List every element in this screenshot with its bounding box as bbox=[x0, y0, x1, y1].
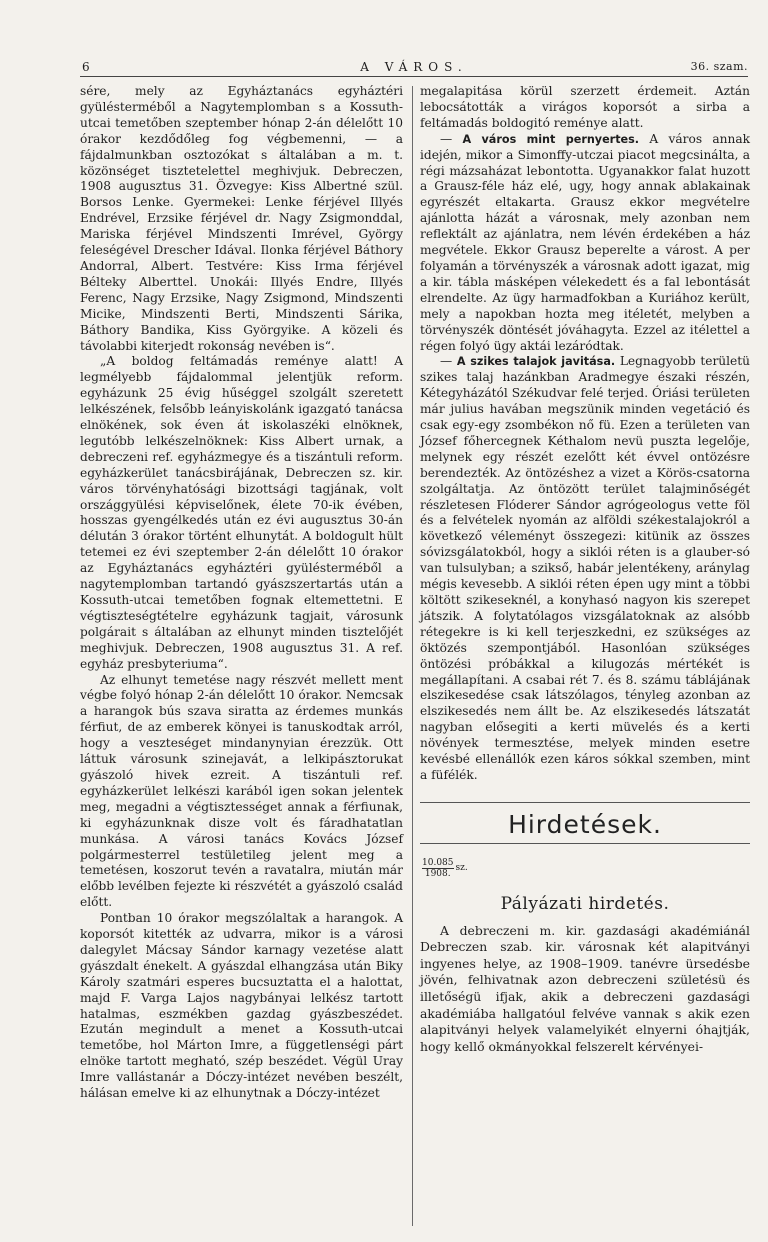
issue-number: 36. szam. bbox=[690, 60, 748, 73]
article-body: Legnagyobb területü szikes talaj hazánkban Aradmegye északi részén, Kétegyházától Székudvar felé terjed. Óriási területen már julius havában megszünik minden vegetáció és csak egy-egy zsombékon nő fü. Ezen a területen van József főhercegnek Kéthalom nevü puszta legelője, melynek egy részét ezelőtt két évvel ontözésre berendezték. Az öntözéshez a vizet a Körös-csatorna szolgáltatja. Az öntözött terület talajminőségét részletesen Flóderer Sándor agrógeologus vette föl és a felvételek nyomán az alföldi székestalajokról a következő véleményt összegezi: kitünik az összes sóvizsgálatokból, hogy a siklói réten is a glauber-só van tulsulyban; a szikső, habár jelentékeny, aránylag mégis kevesebb. A siklói réten épen ugy mint a többi költött szikeseknél, a konyhasó nagyon kis szerepet játszik. A folytatólagos vizsgálatoknak az alsóbb rétegekre is ki kell terjeszkedni, ez szükséges az öktözés szempontjából. Hasonlóan szükséges öntözési próbákkal a kilugozás mértékét is megállapítani. A csabai rét 7. és 8. számu táblájának elszikesedése csak látszólagos, tényleg azonban az elszikesedés nem állt be. Az elszikesedés látszatát nagyban elősegiti a kerti müvelés és a kerti növények termesztése, melyek minden esetre kevésbé ellenállók ezen káros sókkal szemben, mint a füfélék. bbox=[420, 354, 750, 782]
column-divider bbox=[412, 86, 413, 1226]
ads-heading: Hirdetések. bbox=[508, 809, 662, 839]
tender-title: Pályázati hirdetés. bbox=[500, 893, 670, 914]
eulogy-ending: megalapitása körül szerzett érdemeit. Aztán lebocsátották a virágos koporsót a sirba a feltámadás boldogitó reménye alatt. bbox=[420, 84, 750, 130]
funeral-report: Az elhunyt temetése nagy részvét mellett ment végbe folyó hónap 2-án délelőtt 10 órakor. Nemcsak a harangok bús szava siratta az érdemes munkás férfiut, de az emberek könyei is tanuskodtak arról, hogy a veszteséget mindanynyian érezzük. Ott láttuk városunk szinejavát, a lelkipásztorukat gyászoló hivek ezreit. A tiszántuli ref. egyházkerület lelkészi karából igen sokan jelentek meg, megadni a végtisztességet annak a férfiunak, ki egyházunknak disze volt és fáradhatatlan munkása. A városi tanács Kovács József polgármesterrel testületileg jelent meg a temetésen, koszorut tevén a ravatalra, miután már előbb levélben fejezte ki részvétét a gyászoló család előtt. bbox=[80, 672, 403, 910]
ref-suffix: sz. bbox=[455, 863, 468, 874]
tender-text: A debreczeni m. kir. gazdasági akadémiánál Debreczen szab. kir. városnak két alapitványi ingyenes helye, az 1908–1909. tanévre ürsedésbe jövén, felhivatnak azon debreczeni születésü és illetőségü ifjak, akik a debreczeni gazdasági akadémiába hallgatóul felvéve vannak s akik ezen alapitványi helyek valamelyikét elnyerni óhajtják, hogy kellő okmányokkal felszerelt kérvényei- bbox=[420, 922, 750, 1054]
section-rule bbox=[420, 843, 750, 844]
article-heading: A szikes talajok javitása. bbox=[456, 355, 616, 369]
article-city-lawsuit: — A város mint pernyertes. A város annak idején, mikor a Simonffy-utczai piacot megcsinálta, a régi mázsaházat lebontotta. Ugyanakkor falat huzott a Grausz-féle ház elé, ugy, hogy annak ablakainak egyrészét eltakarta. Grausz ekkor megvételre ajánlotta házát a városnak, mely azonban nem reflektált az ajánlatra, nem lévén érdekében a ház megvétele. Ekkor Grausz beperelte a várost. A per folyamán a törvényszék a városnak adott igazat, mig a kir. tábla másképen vélekedett és a fal lebontását elrendelte. Az ügy harmadfokban a Kuriához került, mely a napokban hozta meg itéletét, melyben a törvényszék döntését jóváhagyta. Ezzel az itélettel a régen folyó ügy aktái lezáródtak. bbox=[420, 131, 751, 353]
funeral-ceremony: Pontban 10 órakor megszólaltak a harangok. A koporsót kitették az udvarra, mikor is a városi dalegylet Mácsay Sándor karnagy vezetése alatt gyászdalt énekelt. A gyászdal elhangzása után Biky Károly szatmári esperes bucsuztatta el a halottat, majd F. Varga Lajos nagybányai lelkész tartott hatalmas, eszmékben gazdag gyászbeszédet. Ezután megindult a menet a Kossuth-utcai temetőbe, hol Márton Imre, a függetlenségi párt elnöke tartott megható, szép beszédet. Végül Uray Imre vallástanár a Dóczy-intézet nevében beszélt, hálásan emelve ki az elhunytnak a Dóczy-intézet bbox=[80, 911, 403, 1101]
header-rule bbox=[80, 76, 748, 77]
right-column bbox=[420, 84, 750, 1055]
ref-number-bottom: 1908. bbox=[424, 868, 451, 879]
article-body: A város annak idején, mikor a Simonffy-utczai piacot megcsinálta, a régi mázsaházat lebontotta. Ugyanakkor falat huzott a Grausz-féle ház elé, ugy, hogy annak ablakainak egyrészét eltakarta. Grausz ekkor megvételre ajánlotta házát a városnak, mely azonban nem reflektált az ajánlatra, nem lévén érdekében a ház megvétele. Ekkor Grausz beperelte a várost. A per folyamán a törvényszék a városnak adott igazat, mig a kir. tábla másképen vélekedett és a fal lebontását elrendelte. Az ügy harmadfokban a Kuriához került, mely a napokban hozta meg itéletét, melyben a törvényszék döntését jóváhagyta. Ezzel az itélettel a régen folyó ügy aktái lezáródtak. bbox=[420, 131, 751, 353]
reference-number bbox=[422, 858, 750, 879]
obituary-announcement: „A boldog feltámadás reménye alatt! A legmélyebb fájdalommal jelentjük reform. egyházunk 25 évig hűséggel szolgált szeretett lelkészének, felsőbb leányiskolánk igazgató tanácsa elnökének, sok éven át iskolaszéki elnöknek, legutóbb lelkészelnöknek: Kiss Albert urnak, a debreczeni ref. egyházmegye és a tiszántuli reform. egyházkerület tanácsbirájának, Debreczen sz. kir. város törvényhatósági bizottsági tagjának, volt országgyülési képviselőnek, élete 70-ik évében, hosszas gyengélkedés után ez évi augusztus 30-án délután 3 órakor történt elhunytát. A boldogult hült tetemei ez évi szeptember 2-án délelőtt 10 órakor az Egyháztanács egyháztéri gyülésterméből a nagytemplomban tartandó gyászszertartás után a Kossuth-utcai temetőben fognak eltemettetni. E végtiszteségtételre egyházunk tagjait, városunk polgárait s általában az elhunyt minden tisztelőjét meghivjuk. Debreczen, 1908 augusztus 31. A ref. egyház presbyteriuma“. bbox=[80, 354, 403, 671]
left-column bbox=[80, 84, 403, 1102]
section-rule bbox=[420, 802, 750, 803]
newspaper-title: A VÁROS. bbox=[360, 60, 468, 74]
article-alkaline-soil: — A szikes talajok javitása. Legnagyobb területü szikes talaj hazánkban Aradmegye északi részén, Kétegyházától Székudvar felé terjed. Óriási területen már julius havában megszünik minden vegetáció és csak egy-egy zsombékon nő fü. Ezen a területen van József főhercegnek Kéthalom nevü puszta legelője, melynek egy részét ezelőtt két évvel ontözésre berendezték. Az öntözéshez a vizet a Körös-csatorna szolgáltatja. Az öntözött terület talajminőségét részletesen Flóderer Sándor agrógeologus vette föl és a felvételek nyomán az alföldi székestalajokról a következő véleményt összegezi: kitünik az összes sóvizsgálatokból, hogy a siklói réten is a glauber-só van tulsulyban; a szikső, habár jelentékeny, aránylag mégis kevesebb. A siklói réten épen ugy mint a többi költött szikeseknél, a konyhasó nagyon kis szerepet játszik. A folytatólagos vizsgálatoknak az alsóbb rétegekre is ki kell terjeszkedni, ez szükséges az öktözés szempontjából. Hasonlóan szükséges öntözési próbákkal a kilugozás mértékét is megállapítani. A csabai rét 7. és 8. számu táblájának elszikesedése csak látszólagos, tényleg azonban az elszikesedés nem állt be. Az elszikesedés látszatát nagyban elősegiti a kerti müvelés és a kerti növények termesztése, melyek minden esetre kevésbé ellenállók ezen káros sókkal szemben, mint a füfélék. bbox=[420, 354, 750, 782]
obituary-text: sére, mely az Egyháztanács egyháztéri gyülésterméből a Nagytemplomban s a Kossuth-utcai temetőben szeptember hónap 2-án délelőtt 10 órakor kezdődőleg fog végbemenni, — a fájdalmunkban osztozókat s általában a m. t. közönséget tisztetelettel meghivjuk. Debreczen, 1908 augusztus 31. Özvegye: Kiss Albertné szül. Borsos Lenke. Gyermekei: Lenke férjével Illyés Endrével, Erzsike férjével dr. Nagy Zsigmonddal, Mariska férjével Mindszenti Imrével, György feleségével Drescher Idával. Ilonka férjével Báthory Andorral, Albert. Testvére: Kiss Irma férjével Bélteky Alberttel. Unokái: Illyés Endre, Illyés Ferenc, Nagy Erzsike, Nagy Zsigmond, Mindszenti Micike, Mindszenti Berti, Mindszenti Sárika, Báthory Bandika, Kiss Györgyike. A közeli és távolabbi kiterjedt rokonság nevében is“. bbox=[80, 84, 403, 353]
article-heading: A város mint pernyertes. bbox=[462, 132, 640, 146]
page-number: 6 bbox=[82, 60, 91, 74]
ref-number-top: 10.085 bbox=[422, 857, 454, 868]
